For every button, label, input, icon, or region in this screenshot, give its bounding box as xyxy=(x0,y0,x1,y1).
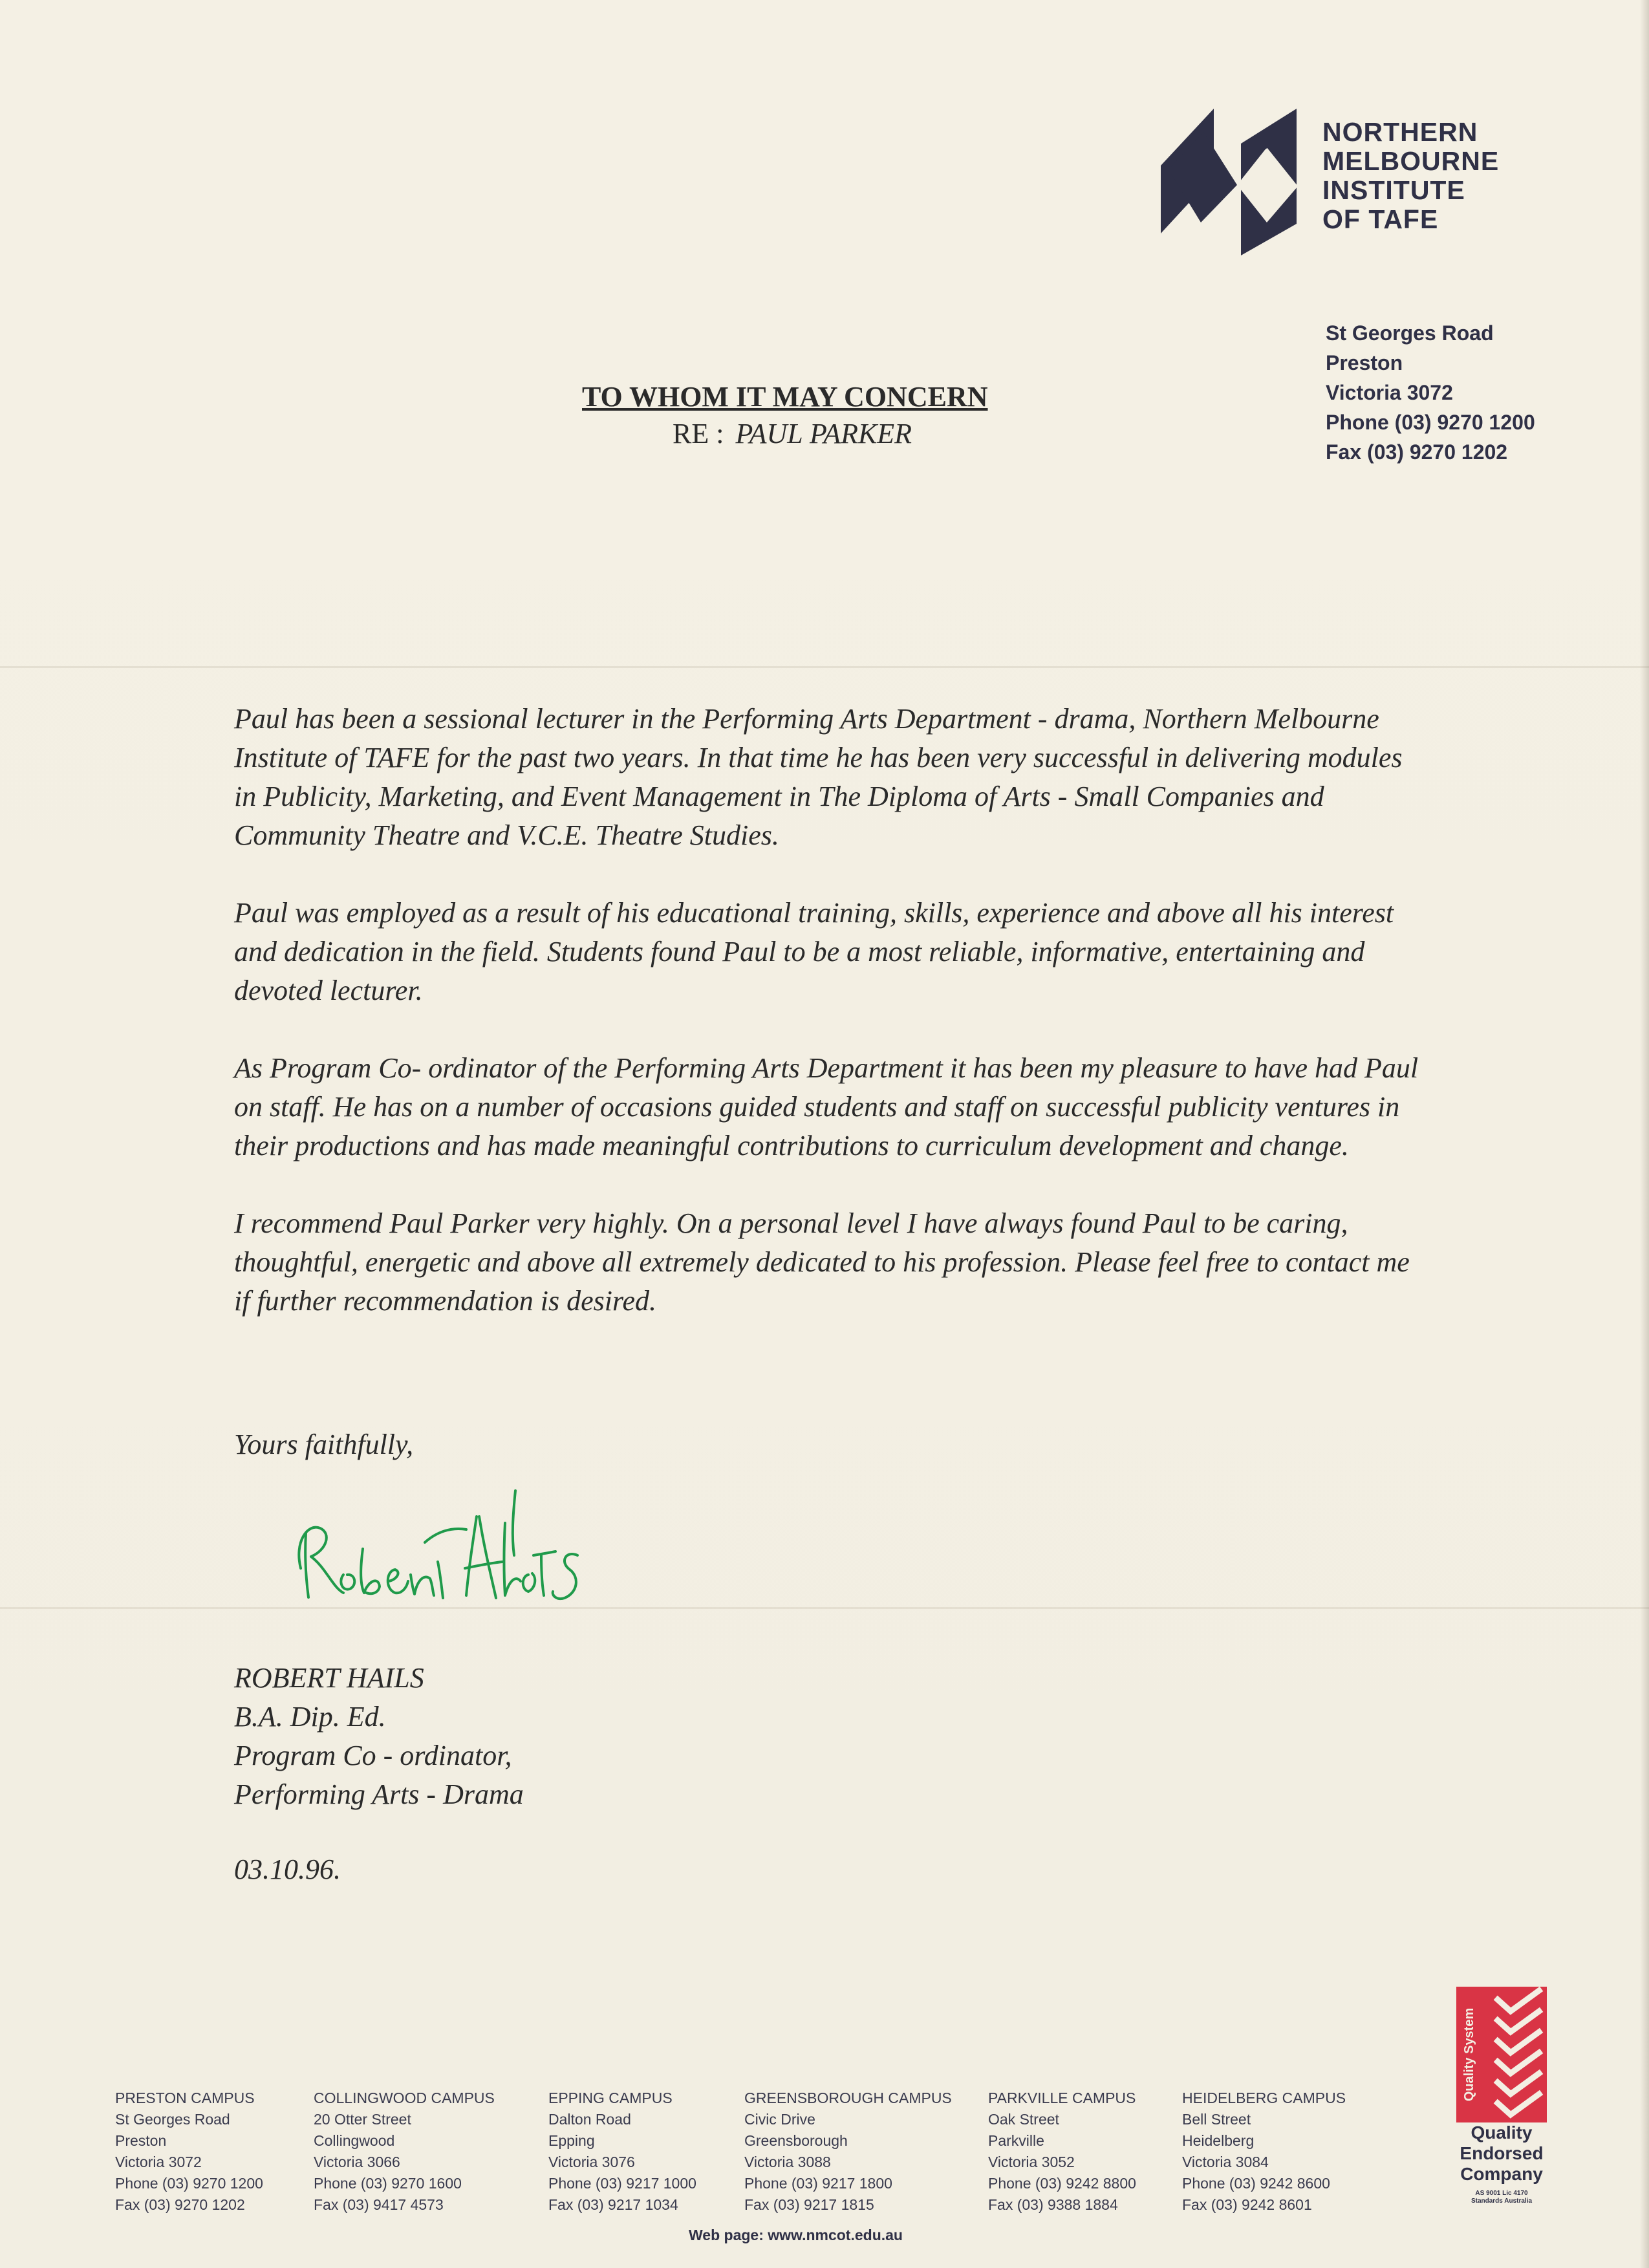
web-address: Web page: www.nmcot.edu.au xyxy=(689,2227,903,2243)
campus-phone: Phone (03) 9242 8800 xyxy=(988,2175,1136,2192)
institution-name-line: OF TAFE xyxy=(1322,204,1439,234)
letter-heading: TO WHOM IT MAY CONCERN xyxy=(582,381,988,413)
campus-name: EPPING CAMPUS xyxy=(548,2090,673,2106)
campus-line: Oak Street xyxy=(988,2111,1059,2128)
address-fax: Fax (03) 9270 1202 xyxy=(1326,440,1508,464)
campus-name: GREENSBOROUGH CAMPUS xyxy=(744,2090,952,2106)
campus-line: Victoria 3084 xyxy=(1182,2154,1269,2170)
body-paragraph: I recommend Paul Parker very highly. On a personal level I have always found Paul to be caring, thoughtful, energetic and above all extremely dedicated to his profession. Please feel free to contact me if further recommendation is desired. xyxy=(234,1207,1410,1317)
campus-parkville xyxy=(988,2088,1136,2216)
campus-name: PRESTON CAMPUS xyxy=(115,2090,255,2106)
body-paragraph: Paul was employed as a result of his educational training, skills, experience and above all his interest and dedication in the field. Students found Paul to be a most reliable, informative, entertaining and devoted lecturer. xyxy=(234,897,1394,1006)
campus-fax: Fax (03) 9217 1815 xyxy=(744,2196,874,2213)
campus-line: Victoria 3076 xyxy=(548,2154,635,2170)
campus-line: Dalton Road xyxy=(548,2111,631,2128)
quality-title-line: Endorsed xyxy=(1460,2143,1544,2163)
campus-name: COLLINGWOOD CAMPUS xyxy=(314,2090,495,2106)
signatory-title: Program Co - ordinator, xyxy=(234,1740,512,1771)
institution-name-line: INSTITUTE xyxy=(1322,175,1465,205)
campus-fax: Fax (03) 9417 4573 xyxy=(314,2196,444,2213)
re-line xyxy=(673,417,912,450)
campus-phone: Phone (03) 9270 1600 xyxy=(314,2175,462,2192)
paper-fold-line xyxy=(0,666,1649,668)
letter-body xyxy=(234,700,1430,1359)
quality-endorsed-title xyxy=(1437,2122,1566,2185)
signatory-name: ROBERT HAILS xyxy=(234,1662,424,1694)
campus-line: 20 Otter Street xyxy=(314,2111,411,2128)
quality-check-icon xyxy=(1456,1987,1547,2122)
campus-line: Preston xyxy=(115,2132,167,2149)
campus-line: Greensborough xyxy=(744,2132,848,2149)
signatory-qualifications: B.A. Dip. Ed. xyxy=(234,1701,386,1733)
address-line: Preston xyxy=(1326,351,1403,374)
quality-licence-line: AS 9001 Lic 4170 xyxy=(1475,2190,1528,2197)
address-phone: Phone (03) 9270 1200 xyxy=(1326,411,1535,434)
campus-greensborough xyxy=(744,2088,952,2216)
campus-epping xyxy=(548,2088,696,2216)
campus-fax: Fax (03) 9242 8601 xyxy=(1182,2196,1312,2213)
quality-licence xyxy=(1437,2190,1566,2205)
body-paragraph: Paul has been a sessional lecturer in the Performing Arts Department - drama, Northern Melbourne Institute of TAFE for the past two years. In that time he has been very successful in delivering modules in Publicity, Marketing, and Event Management in The Diploma of Arts - Small Companies and Community Theatre and V.C.E. Theatre Studies. xyxy=(234,703,1403,851)
campus-name: HEIDELBERG CAMPUS xyxy=(1182,2090,1346,2106)
campus-line: Bell Street xyxy=(1182,2111,1251,2128)
closing-line: Yours faithfully, xyxy=(234,1429,414,1460)
institution-address xyxy=(1326,318,1535,467)
re-name: PAUL PARKER xyxy=(735,418,912,449)
campus-fax: Fax (03) 9217 1034 xyxy=(548,2196,678,2213)
campus-collingwood xyxy=(314,2088,495,2216)
letter-date: 03.10.96. xyxy=(234,1853,341,1885)
campus-phone: Phone (03) 9242 8600 xyxy=(1182,2175,1330,2192)
campus-phone: Phone (03) 9217 1800 xyxy=(744,2175,892,2192)
body-paragraph: As Program Co- ordinator of the Performing Arts Department it has been my pleasure to have had Paul on staff. He has on a number of occasions guided students and staff on successful publicity ventures in their productions and has made meaningful contributions to curriculum development and change. xyxy=(234,1052,1419,1161)
campus-phone: Phone (03) 9270 1200 xyxy=(115,2175,263,2192)
campus-line: Victoria 3088 xyxy=(744,2154,831,2170)
campus-preston xyxy=(115,2088,263,2216)
quality-title-line: Company xyxy=(1460,2164,1543,2184)
campus-name: PARKVILLE CAMPUS xyxy=(988,2090,1136,2106)
campus-line: Epping xyxy=(548,2132,595,2149)
institution-name-line: NORTHERN xyxy=(1322,117,1478,147)
campus-line: Civic Drive xyxy=(744,2111,815,2128)
institution-name-line: MELBOURNE xyxy=(1322,146,1500,176)
campus-line: St Georges Road xyxy=(115,2111,230,2128)
nmit-logo-icon xyxy=(1161,109,1300,255)
institution-name xyxy=(1322,118,1499,234)
campus-line: Collingwood xyxy=(314,2132,395,2149)
campus-line: Parkville xyxy=(988,2132,1044,2149)
campus-phone: Phone (03) 9217 1000 xyxy=(548,2175,696,2192)
quality-licence-line: Standards Australia xyxy=(1471,2198,1533,2205)
campus-line: Heidelberg xyxy=(1182,2132,1255,2149)
signatory-department: Performing Arts - Drama xyxy=(234,1778,524,1810)
campus-heidelberg xyxy=(1182,2088,1346,2216)
handwritten-signature xyxy=(288,1478,598,1626)
re-label: RE : xyxy=(673,418,724,449)
address-line: Victoria 3072 xyxy=(1326,381,1453,404)
paper-edge-shadow xyxy=(1640,0,1649,2268)
campus-line: Victoria 3072 xyxy=(115,2154,202,2170)
campus-list xyxy=(115,2088,1376,2223)
signatory-block xyxy=(234,1659,524,1814)
campus-fax: Fax (03) 9270 1202 xyxy=(115,2196,245,2213)
quality-badge-text: Quality System xyxy=(1462,2007,1476,2102)
address-line: St Georges Road xyxy=(1326,321,1494,345)
campus-line: Victoria 3066 xyxy=(314,2154,400,2170)
campus-fax: Fax (03) 9388 1884 xyxy=(988,2196,1118,2213)
paper-fold-line xyxy=(0,1607,1649,1609)
quality-title-line: Quality xyxy=(1471,2122,1533,2143)
campus-line: Victoria 3052 xyxy=(988,2154,1075,2170)
